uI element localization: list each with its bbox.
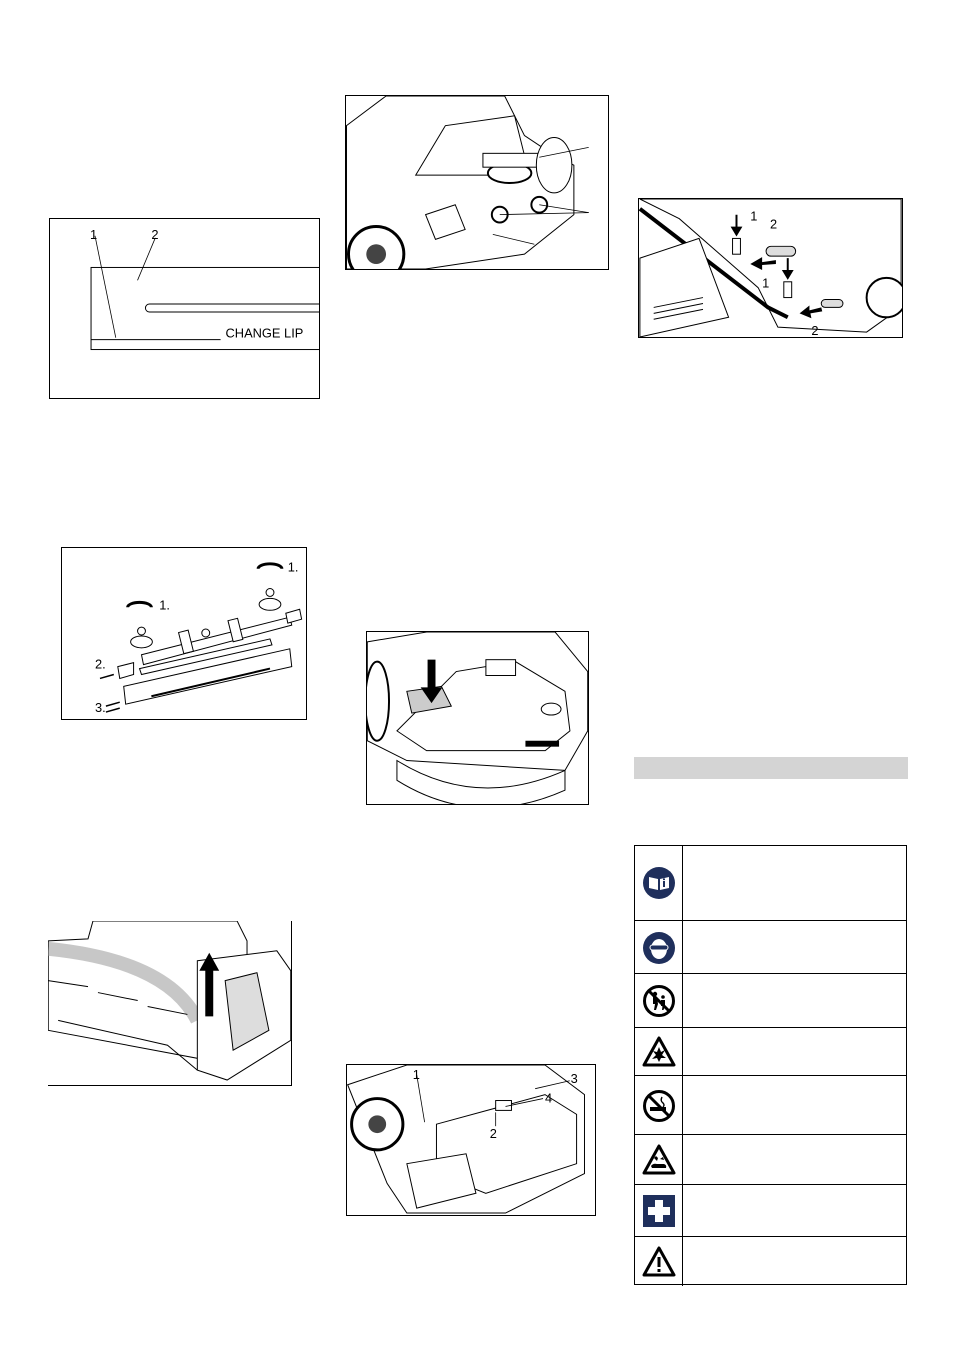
symbol-row: [635, 1027, 906, 1076]
figure-battery-hooks: [638, 198, 903, 338]
read-manual-icon: [642, 866, 676, 900]
symbol-cell: [635, 974, 683, 1028]
figure-tank-parts: [346, 1064, 596, 1216]
general-warning-icon: [642, 1246, 676, 1278]
tank-parts-drawing: [347, 1065, 595, 1215]
section-header-band: [634, 757, 908, 779]
figure-lift-hood: [48, 921, 292, 1086]
corrosive-hazard-icon: [642, 1144, 676, 1176]
change-lip-drawing: [50, 219, 319, 398]
symbol-cell: [635, 1028, 683, 1076]
symbol-row: [635, 1236, 906, 1286]
step-1-left: 1.: [159, 597, 170, 613]
symbol-description: [683, 1185, 906, 1237]
callout-4: 4: [545, 1090, 553, 1106]
callout-2-bottom: 2: [811, 323, 819, 337]
keep-children-away-icon: [642, 984, 676, 1018]
step-2: 2.: [95, 656, 106, 672]
symbol-cell: [635, 921, 683, 974]
figure-blade-disassembly: [61, 547, 307, 720]
battery-hooks-drawing: [639, 199, 902, 337]
first-aid-icon: [642, 1194, 676, 1228]
callout-3: 3: [570, 1070, 578, 1086]
lift-hood-drawing: [48, 921, 291, 1085]
press-pedal-drawing: [367, 632, 588, 804]
symbol-description: [683, 974, 906, 1028]
blade-disassembly-drawing: [62, 548, 306, 719]
figure-change-lip: [49, 218, 320, 399]
squeegee-mount-drawing: [346, 96, 608, 269]
figure-squeegee-mount: [345, 95, 609, 270]
callout-1-bottom: 1: [762, 275, 770, 291]
callout-2-top: 2: [770, 216, 778, 232]
symbol-description: [683, 1135, 906, 1185]
no-smoking-icon: [642, 1089, 676, 1123]
figure-press-pedal: [366, 631, 589, 805]
symbol-cell: [635, 846, 683, 920]
callout-2: 2: [489, 1126, 497, 1142]
callout-1: 1: [90, 226, 98, 242]
callout-1: 1: [412, 1066, 420, 1082]
symbol-row: [635, 973, 906, 1028]
symbol-row: [635, 1184, 906, 1237]
symbol-cell: [635, 1185, 683, 1237]
explosion-hazard-icon: [642, 1036, 676, 1068]
change-lip-label: CHANGE LIP: [225, 325, 304, 341]
symbol-description: [683, 1076, 906, 1135]
callout-2: 2: [151, 226, 159, 242]
safety-symbols-table: [634, 845, 907, 1285]
symbol-description: [683, 846, 906, 920]
symbol-row: [635, 920, 906, 974]
symbol-cell: [635, 1135, 683, 1185]
symbol-description: [683, 1028, 906, 1076]
symbol-description: [683, 1237, 906, 1286]
step-1-right: 1.: [287, 559, 299, 575]
symbol-description: [683, 921, 906, 974]
symbol-row: [635, 1134, 906, 1185]
callout-1-top: 1: [750, 208, 758, 224]
step-3: 3.: [95, 700, 106, 716]
wear-goggles-icon: [642, 931, 676, 965]
symbol-row: [635, 846, 906, 920]
symbol-cell: [635, 1237, 683, 1286]
symbol-cell: [635, 1076, 683, 1135]
symbol-row: [635, 1075, 906, 1135]
